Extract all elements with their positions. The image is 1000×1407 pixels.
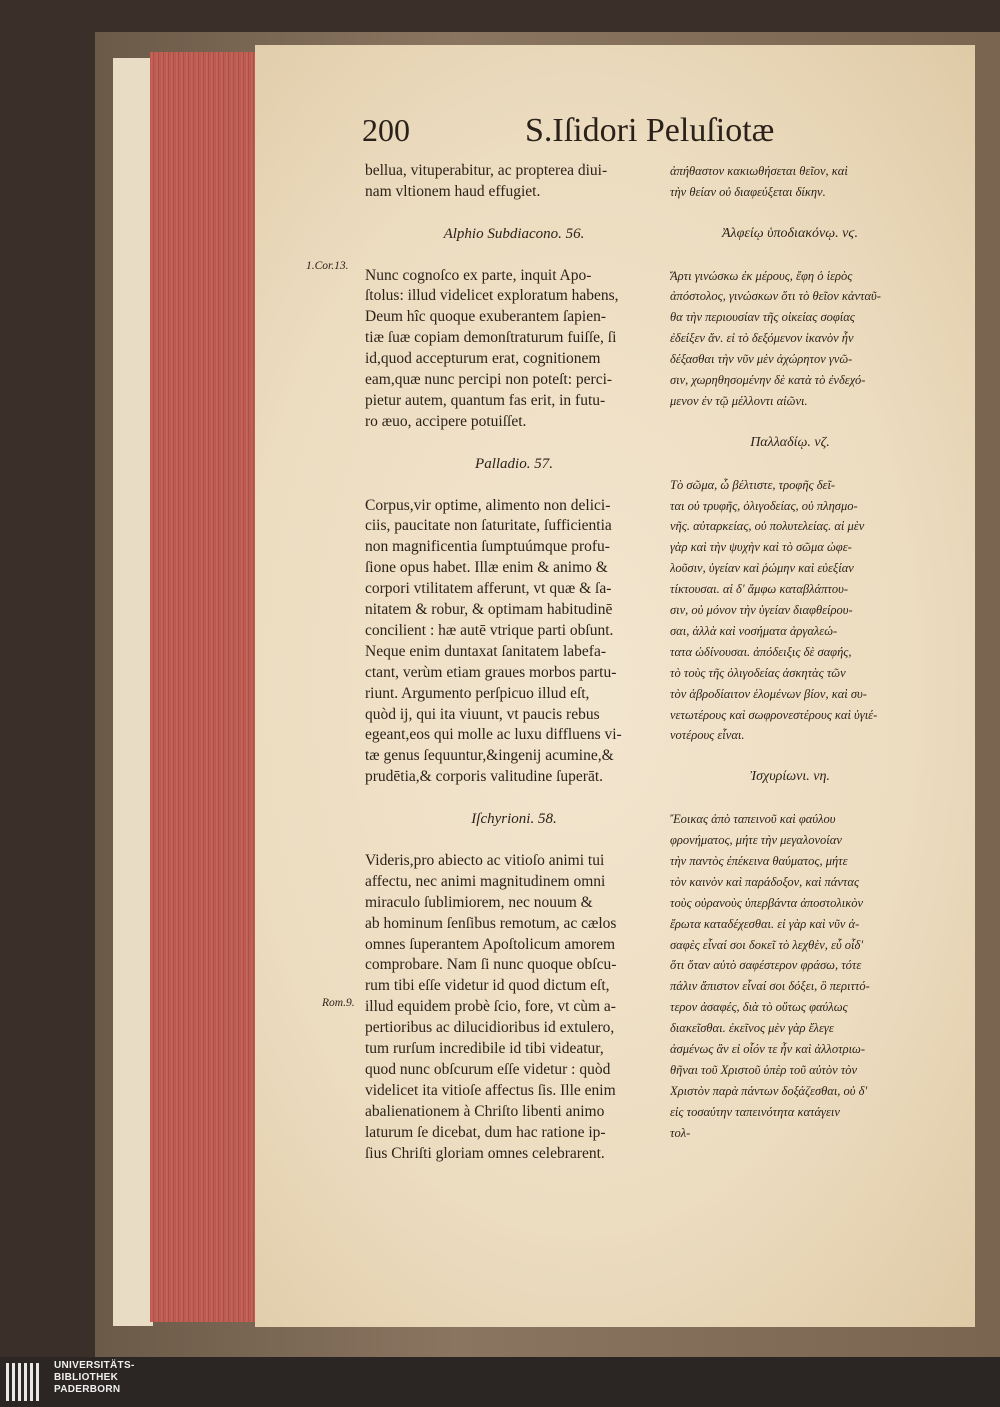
text-line: nam vltionem haud effugiet. [365,182,541,200]
text-line: Χριστὸν παρὰ πάντων δοξάζεσθαι, οὐ δ' [670,1083,868,1098]
text-line: ἀπήθαστον κακιωθήσεται θεῖον, καὶ [670,164,848,178]
letter-heading: Ἀλφείῳ ὑποδιακόνῳ. νϛ. [721,225,859,241]
text-line: τατα ὠδίνουσαι. ἀπόδειξις δὲ σαφής, [670,644,852,659]
text-line: μενον ἐν τῷ μέλλοντι αἰῶνι. [670,393,808,408]
text-line: nitatem & robur, & optimam habitudinē [365,601,613,619]
text-line: riunt. Argumento perſpicuo illud eſt, [365,684,590,702]
text-line: εἰς τοσαύτην ταπεινότητα κατάγειν [670,1104,840,1119]
text-line: τὸ τοὺς τῆς ὀλιγοδείας ἀσκητὰς τῶν [670,665,846,680]
text-line: id,quod accepturum erat, cognitionem [365,350,601,368]
library-footer [0,1357,1000,1407]
text-line: tiæ ſuæ copiam demonſtraturum fuiſſe, ſi [365,329,617,347]
text-line: τολ- [670,1125,691,1140]
text-line [365,475,663,496]
text-line: miraculo ſublimiorem, nec nouum & [365,893,593,911]
text-line [670,454,910,475]
text-line: tæ genus ſequuntur,&ingenij acumine,& [365,747,614,765]
text-line: θα τὴν περιουσίαν τῆς οἰκείας σοφίας [670,310,855,325]
text-line: σαφὲς εἶναί σοι δοκεῖ τὸ λεχθὲν, εὖ οἶδ' [670,937,864,952]
text-line: δέξασθαι τὴν νῦν μὲν ἀχώρητον γνῶ- [670,352,853,367]
greek-column [670,161,910,1144]
text-line: λοῦσιν, ὑγείαν καὶ ῥώμην καὶ εὐεξίαν [670,561,854,576]
letter-heading: Παλλαδίῳ. νζ. [750,434,830,450]
running-title: S.Iſidori Peluſiotæ [525,112,775,149]
text-line: ἔρωτα καταδέχεσθαι. εἰ γὰρ καὶ νῦν ἀ- [670,916,860,931]
text-line [670,203,910,224]
text-line [365,203,663,224]
text-line: νοτέρους εἶναι. [670,728,745,743]
text-line [365,245,663,266]
text-line: σιν, οὐ μόνον τὴν ὑγείαν διαφθείρου- [670,603,853,618]
text-line: corpori vtilitatem afferunt, vt quæ & ſa- [365,580,612,598]
text-line: illud equidem probè ſcio, fore, vt cùm a- [365,998,616,1016]
text-line [670,746,910,767]
text-line: ciis, paucitate non ſaturitate, ſufficientia [365,517,612,535]
text-line: laturum ſe dicebat, dum hac ratione ip- [365,1123,606,1141]
text-line: egeant,eos qui molle ac luxu diffluens vi- [365,726,622,744]
page-number: 200 [362,112,410,148]
text-line: ται οὐ τρυφῆς, ὀλιγοδείας, οὐ πλησμο- [670,498,858,513]
letter-heading: Palladio. 57. [475,455,553,472]
text-line [365,830,663,851]
text-line: ſione opus habet. Illæ enim & animo & [365,559,608,577]
text-line: concilient : hæ autē vtrique parti obſunt. [365,621,614,639]
text-line: affectu, nec animi magnitudinem omni [365,872,606,890]
text-line: ἀσμένως ἂν εἰ οἷόν τε ἦν καὶ ἀλλοτριω- [670,1042,866,1057]
letter-heading: Alphio Subdiacono. 56. [443,225,585,242]
text-line: νῆς. αὐταρκείας, οὐ πολυτελείας. αἱ μὲν [670,519,865,534]
page-leaf-edge [113,58,153,1326]
text-line [670,245,910,266]
text-line: τίκτουσαι. αἱ δ' ἄμφω καταβλάπτου- [670,582,849,597]
text-line: tum rurſum incredibile id tibi videatur, [365,1040,604,1058]
latin-column [365,161,663,1165]
text-line [670,412,910,433]
text-line: διακεῖσθαι. ἐκεῖνος μὲν γὰρ ἔλεγε [670,1021,834,1036]
text-line: γὰρ καὶ τὴν ψυχὴν καὶ τὸ σῶμα ὠφε- [670,540,852,555]
text-line: prudētia,& corporis valitudine ſuperāt. [365,768,604,786]
text-line: σαι, ἀλλὰ καὶ νοσήματα ἀργαλεώ- [670,623,838,638]
text-line: ſius Chriſti gloriam omnes celebrarent. [365,1144,605,1162]
text-line: ſtolus: illud videlicet exploratum habens, [365,287,619,305]
text-line [365,433,663,454]
text-line: ὅτι ὅταν αὐτὸ σαφέστερον φράσω, τότε [670,958,862,973]
text-line: Deum hîc quoque exuberantem ſapien- [365,308,607,326]
text-line: τὸν καινὸν καὶ παράδοξον, καὶ πάντας [670,874,860,889]
text-line: Nunc cognoſco ex parte, inquit Apo- [365,266,592,284]
text-line: Neque enim duntaxat ſanitatem labefa- [365,642,607,660]
text-line: eam,quæ nunc percipi non poteſt: perci- [365,371,613,389]
text-line: σιν, χωρηθησομένην δὲ κατὰ τὸ ἐνδεχό- [670,373,866,388]
text-line: comprobare. Nam ſi nunc quoque obſcu- [365,956,617,974]
text-line: bellua, vituperabitur, ac propterea diui- [365,162,608,179]
text-line [365,788,663,809]
text-line: νετωτέρους καὶ σωφρονεστέρους καὶ ὑγιέ- [670,707,878,722]
text-line: Ἄρτι γινώσκω ἐκ μέρους, ἔφη ὁ ἱερὸς [670,268,853,283]
letter-heading: Ἰσχυρίωνι. νη. [750,769,830,785]
text-line: φρονήματος, μήτε τὴν μεγαλονοίαν [670,833,842,847]
text-line: ab hominum ſenſibus remotum, ac cælos [365,914,617,932]
text-line: quòd ij, qui ita viuunt, vt paucis rebus [365,705,600,723]
text-line: ἐδείξεν ἄν. εἰ τὸ δεξόμενον ἱκανὸν ἦν [670,331,854,346]
text-line: Videris,pro abiecto ac vitioſo animi tui [365,851,605,869]
text-line: non magnificentia ſumptuúmque profu- [365,538,610,556]
library-logo-icon [6,1363,46,1401]
letter-heading: Iſchyrioni. 58. [471,811,557,828]
text-line: τὴν παντὸς ἐπέκεινα θαύματος, μήτε [670,853,848,868]
text-line: πάλιν ἄπιστον εἶναί σοι δόξει, ὃ περιττό- [670,979,870,994]
text-line: τὴν θείαν οὐ διαφεύξεται δίκην. [670,184,826,199]
text-line: Τὸ σῶμα, ὦ βέλτιστε, τροφῆς δεῖ- [670,477,836,492]
text-line: ἀπόστολος, γινώσκων ὅτι τὸ θεῖον κἀνταῦ- [670,289,881,304]
text-line: τὸν ἁβροδίαιτον ἑλομένων βίον, καὶ συ- [670,686,867,701]
text-line: omnes ſuperantem Apoſtolicum amorem [365,935,616,953]
page-header [350,112,790,152]
text-line: Ἔοικας ἀπὸ ταπεινοῦ καὶ φαύλου [670,812,836,827]
text-line: quod nunc obſcurum eſſe videtur : quòd [365,1060,611,1078]
text-line: τερον ἀσαφές, διὰ τὸ οὕτως φαύλως [670,1000,848,1015]
library-name: UNIVERSITÄTS- BIBLIOTHEK PADERBORN [54,1360,135,1395]
text-line: videlicet ita vitioſe affectus ſis. Ille enim [365,1081,616,1099]
text-line: rum tibi eſſe videtur id quod dictum eſt, [365,977,610,995]
margin-note: Rom.9. [322,997,355,1009]
text-line [670,788,910,809]
text-line: ctant, verùm etiam graues morbos partu- [365,663,617,681]
text-line: ro æuo, accipere potuiſſet. [365,412,527,430]
text-line: pietur autem, quantum fas erit, in futu- [365,391,606,409]
text-line: τοὺς οὐρανοὺς ὑπερβάντα ἀποστολικὸν [670,895,864,910]
margin-note: 1.Cor.13. [306,260,349,272]
red-page-edges [150,52,258,1322]
text-line: pertioribus ac dilucidioribus id extulero, [365,1019,615,1037]
text-line: Corpus,vir optime, alimento non delici- [365,496,611,514]
text-line: θῆναι τοῦ Χριστοῦ ὑπὲρ τοῦ αὐτὸν τὸν [670,1062,858,1077]
text-line: abalienationem à Chriſto libenti animo [365,1102,605,1120]
